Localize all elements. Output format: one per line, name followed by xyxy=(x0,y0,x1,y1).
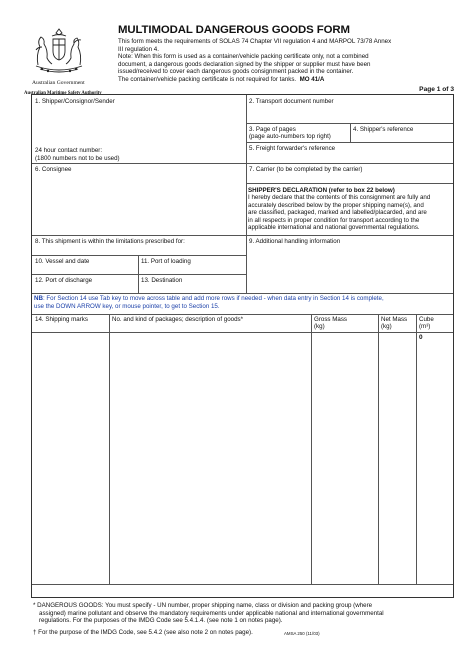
row-divider xyxy=(246,183,453,184)
field-freight-forwarder[interactable]: 5. Freight forwarder's reference xyxy=(249,145,336,152)
table-header-net-mass xyxy=(381,316,407,330)
field-handling-information[interactable]: 9. Additional handling information xyxy=(249,238,341,245)
declaration-heading: SHIPPER'S DECLARATION (refer to box 22 below) xyxy=(248,187,395,194)
table-header-shipping-marks: 14. Shipping marks xyxy=(35,316,88,323)
column-divider xyxy=(246,95,247,293)
declaration-line: accurately described below by the proper shipping name(s), and xyxy=(248,201,424,209)
agency-name: Australian Government xyxy=(32,80,85,86)
nb-label: NB xyxy=(34,295,43,302)
field-destination[interactable]: 13. Destination xyxy=(141,277,183,284)
shipper-declaration xyxy=(248,187,453,231)
field-port-of-loading[interactable]: 11. Port of loading xyxy=(141,258,191,265)
net-mass-cell[interactable] xyxy=(379,333,416,584)
row-divider xyxy=(32,293,453,294)
field-page-count[interactable]: 3. Page of pages xyxy=(249,126,296,133)
agency-subname: Australian Maritime Safety Authority xyxy=(24,91,102,96)
field-vessel-date[interactable]: 10. Vessel and date xyxy=(35,258,90,265)
declaration-line: are classified, packaged, marked and labelled/placarded, and are xyxy=(248,209,427,217)
declaration-line: in all respects in proper condition for transport according to the xyxy=(248,216,420,224)
cell-divider xyxy=(350,123,351,142)
net-mass-label: Net Mass xyxy=(381,316,408,323)
field-contact-number[interactable]: 24 hour contact number: xyxy=(35,147,103,154)
gross-mass-cell[interactable] xyxy=(312,333,378,584)
declaration-line: I hereby declare that the contents of this consignment are fully and xyxy=(248,194,431,202)
dangerous-goods-footnote xyxy=(33,602,453,625)
form-code: MO 41/A xyxy=(299,75,325,83)
table-header-cube xyxy=(419,316,434,330)
row-divider xyxy=(32,584,453,585)
field-page-count-hint: (page auto-numbers top right) xyxy=(249,133,331,140)
form-reference: AMSA 250 (11/03) xyxy=(284,631,320,636)
description-cell[interactable] xyxy=(110,333,311,584)
nb-instruction xyxy=(34,295,452,310)
footnote-line: * DANGEROUS GOODS: You must specify - UN number, proper shipping name, class or division and packing group (where xyxy=(33,602,373,609)
row-divider xyxy=(32,274,246,275)
footnote-line: assigned) marine pollutant and observe the mandatory requirements under applicable national and international governmental xyxy=(39,609,384,617)
table-header-description: No. and kind of packages; description of goods* xyxy=(112,316,244,323)
field-carrier[interactable]: 7. Carrier (to be completed by the carrier) xyxy=(249,166,363,173)
dangerous-goods-form xyxy=(31,94,454,598)
note-line xyxy=(118,76,454,84)
note-line-text: The container/vehicle packing certificate is not required for tanks. xyxy=(118,75,297,83)
note-line: Note: When this form is used as a container/vehicle packing certificate only, not a combined xyxy=(118,53,369,61)
cube-total[interactable]: 0 xyxy=(419,334,423,341)
field-shipper[interactable]: 1. Shipper/Consignor/Sender xyxy=(35,98,115,105)
form-title: MULTIMODAL DANGEROUS GOODS FORM xyxy=(118,24,350,36)
row-divider xyxy=(246,142,453,143)
note-line: document, a dangerous goods declaration signed by the shipper or supplier must have been xyxy=(118,60,371,68)
gross-mass-unit: (kg) xyxy=(314,323,325,331)
imdg-footnote: † For the purpose of the IMDG Code, see 5.4.2 (see also note 2 on notes page). xyxy=(33,629,253,636)
row-divider xyxy=(32,255,246,256)
table-header-gross-mass xyxy=(314,316,347,330)
gross-mass-label: Gross Mass xyxy=(314,316,348,323)
field-port-of-discharge[interactable]: 12. Port of discharge xyxy=(35,277,93,284)
cube-unit: (m³) xyxy=(419,323,431,331)
cell-divider xyxy=(138,255,139,293)
row-divider xyxy=(32,163,453,164)
nb-text: : For Section 14 use Tab key to move across table and add more rows if needed - when data entry in Section 14 is complete, xyxy=(42,295,384,302)
field-contact-hint: (1800 numbers not to be used) xyxy=(35,155,120,162)
declaration-line: applicable international and national governmental regulations. xyxy=(248,224,420,232)
nb-line: use the DOWN ARROW key, or mouse pointer, to get to Section 15. xyxy=(34,302,220,310)
page-number: Page 1 of 3 xyxy=(419,86,454,93)
net-mass-unit: (kg) xyxy=(381,323,392,331)
field-consignee[interactable]: 6. Consignee xyxy=(35,166,72,173)
note-line: issued/received to cover each dangerous goods consignment packed in the container. xyxy=(118,68,354,76)
row-divider xyxy=(32,235,453,236)
cube-label: Cube xyxy=(419,316,434,323)
footnote-line: regulations. For the purposes of the IMDG Code see 5.4.1.4. (see note 1 on notes page). xyxy=(39,617,283,625)
intro-line: This form meets the requirements of SOLAS 74 Chapter VII regulation 4 and MARPOL 73/78 Annex xyxy=(118,38,392,45)
table-column-divider xyxy=(416,314,417,584)
intro-line: III regulation 4. xyxy=(118,45,159,53)
field-shipment-limitations[interactable]: 8. This shipment is within the limitations prescribed for: xyxy=(35,238,185,245)
nb-line xyxy=(34,295,452,303)
field-transport-document[interactable]: 2. Transport document number xyxy=(249,98,334,105)
australian-coat-of-arms-icon xyxy=(30,25,88,77)
shipping-marks-cell[interactable] xyxy=(32,333,109,584)
row-divider xyxy=(32,314,453,315)
form-intro xyxy=(118,38,454,84)
field-shipper-reference[interactable]: 4. Shipper's reference xyxy=(353,126,414,133)
